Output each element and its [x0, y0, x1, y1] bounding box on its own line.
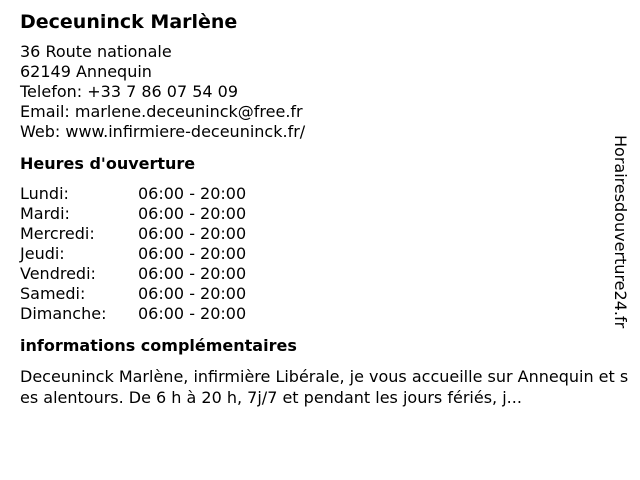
hours-row — [20, 244, 246, 264]
hours-row — [20, 224, 246, 244]
business-name: Deceuninck Marlène — [20, 11, 238, 33]
time-range: 06:00 - 20:00 — [138, 304, 247, 323]
additional-info-title: informations complémentaires — [20, 336, 297, 355]
time-range: 06:00 - 20:00 — [138, 284, 247, 303]
time-range: 06:00 - 20:00 — [138, 264, 247, 283]
additional-info-text: Deceuninck Marlène, infirmière Libérale, je vous accueille sur Annequin et ses alentours. De 6 h à 20 h, 7j/7 et pendant les jours fériés, j... — [20, 367, 629, 407]
hours-row — [20, 304, 246, 324]
day-label: Jeudi: — [20, 244, 65, 263]
hours-row — [20, 204, 246, 224]
day-label: Vendredi: — [20, 264, 96, 283]
opening-hours-title: Heures d'ouverture — [20, 154, 196, 173]
day-label: Mercredi: — [20, 224, 95, 243]
email-line[interactable]: Email: marlene.deceuninck@free.fr — [20, 102, 303, 121]
postal-city: 62149 Annequin — [20, 62, 152, 81]
site-brand-vertical[interactable]: Horairesdouverture24.fr — [611, 135, 630, 329]
day-label: Dimanche: — [20, 304, 107, 323]
hours-row — [20, 284, 246, 304]
street-address: 36 Route nationale — [20, 42, 172, 61]
time-range: 06:00 - 20:00 — [138, 244, 247, 263]
day-label: Samedi: — [20, 284, 86, 303]
hours-row — [20, 184, 246, 204]
time-range: 06:00 - 20:00 — [138, 184, 247, 203]
time-range: 06:00 - 20:00 — [138, 204, 247, 223]
day-label: Mardi: — [20, 204, 70, 223]
day-label: Lundi: — [20, 184, 69, 203]
phone-line[interactable]: Telefon: +33 7 86 07 54 09 — [20, 82, 239, 101]
opening-hours-table — [20, 184, 246, 324]
time-range: 06:00 - 20:00 — [138, 224, 247, 243]
web-line[interactable]: Web: www.infirmiere-deceuninck.fr/ — [20, 122, 306, 141]
hours-row — [20, 264, 246, 284]
